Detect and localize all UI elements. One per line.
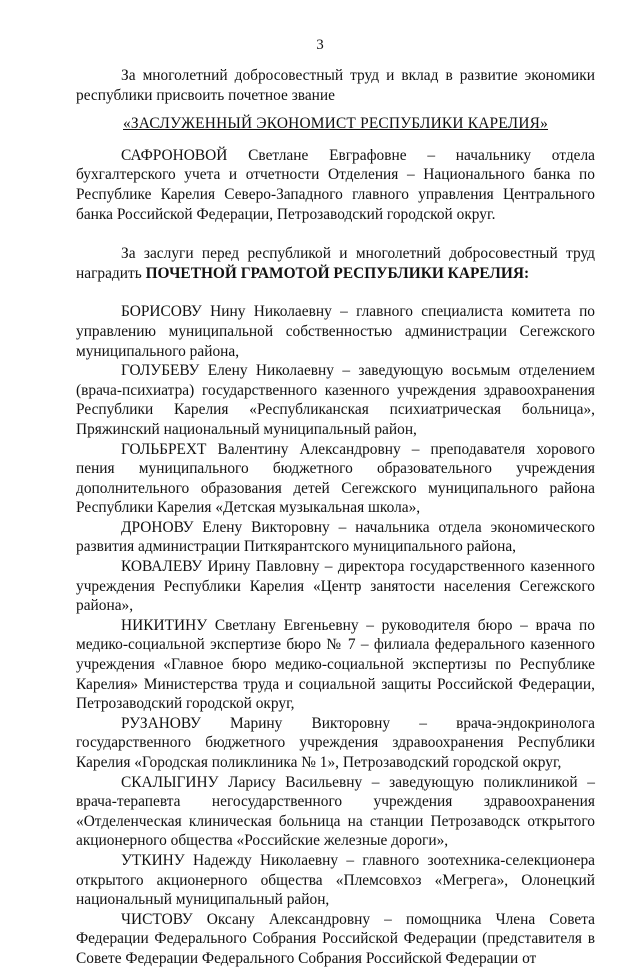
awardee-paragraph: СКАЛЫГИНУ Ларису Васильевну – заведующую поликлиникой – врача-терапевта негосударственного учреждения здравоохранения «Отделенческая клиническая больница на станции Петрозаводск открытого акционерного общества «Российские железные дороги», — [76, 773, 595, 850]
document-body — [76, 66, 595, 969]
awardee-paragraph: ГОЛЬБРЕХТ Валентину Александровну – преподавателя хорового пения муниципального бюджетного образовательного учреждения дополнительного образования детей Сегежского муниципального района Республики Карелия «Детская музыкальная школа», — [76, 440, 595, 517]
intro-paragraph: За многолетний добросовестный труд и вклад в развитие экономики республики присвоить почетное звание — [76, 67, 595, 104]
awardee-paragraph: НИКИТИНУ Светлану Евгеньевну – руководителя бюро – врача по медико-социальной экспертизе бюро № 7 – филиала федерального казенного учреждения «Главное бюро медико-социальной экспертизы по Республике Карелия» Министерства труда и социальной защиты Российской Федерации, Петрозаводский городской округ, — [76, 616, 595, 713]
awardee-paragraph: ЧИСТОВУ Оксану Александровну – помощника Члена Совета Федерации Федерального Собрания Российской Федерации (представителя в Совете Федерации Федерального Собрания Российской Федерации от — [76, 910, 595, 967]
honorary-title-heading: «ЗАСЛУЖЕННЫЙ ЭКОНОМИСТ РЕСПУБЛИКИ КАРЕЛИЯ» — [123, 115, 548, 133]
awardee-paragraph: ДРОНОВУ Елену Викторовну – начальника отдела экономического развития администрации Питкярантского муниципального района, — [76, 518, 595, 556]
awardee-paragraph: УТКИНУ Надежду Николаевну – главного зоотехника-селекционера открытого акционерного общества «Племсовхоз «Мегрега», Олонецкий национальный муниципальный район, — [76, 851, 595, 909]
gramota-intro-paragraph — [76, 244, 595, 283]
awardee-paragraph: РУЗАНОВУ Марину Викторовну – врача-эндокринолога государственного бюджетного учреждения здравоохранения Республики Карелия «Городская поликлиника № 1», Петрозаводский городской округ, — [76, 714, 595, 771]
gramota-award-name: ПОЧЕТНОЙ ГРАМОТОЙ РЕСПУБЛИКИ КАРЕЛИЯ: — [145, 264, 530, 282]
awardee-paragraph: БОРИСОВУ Нину Николаевну – главного специалиста комитета по управлению муниципальной собственностью администрации Сегежского муниципального района, — [76, 303, 595, 360]
gramota-intro-lead: За заслуги перед республикой и многолетний добросовестный труд наградить — [76, 245, 595, 282]
page-number: 3 — [316, 37, 324, 53]
title-awardee-paragraph: САФРОНОВОЙ Светлане Евграфовне – начальнику отдела бухгалтерского учета и отчетности Отделения – Национального банка по Республике Карелия Северо-Западного главного управления Центрального банка Российской Федерации, Петрозаводский городской округ. — [76, 146, 595, 223]
awardee-paragraph: ГОЛУБЕВУ Елену Николаевну – заведующую восьмым отделением (врача-психиатра) государственного казенного учреждения здравоохранения Республики Карелия «Республиканская психиатрическая больница», Пряжинский национальный муниципальный район, — [76, 362, 595, 438]
awardee-paragraph: КОВАЛЕВУ Ирину Павловну – директора государственного казенного учреждения Республики Карелия «Центр занятости населения Сегежского района», — [76, 558, 595, 615]
